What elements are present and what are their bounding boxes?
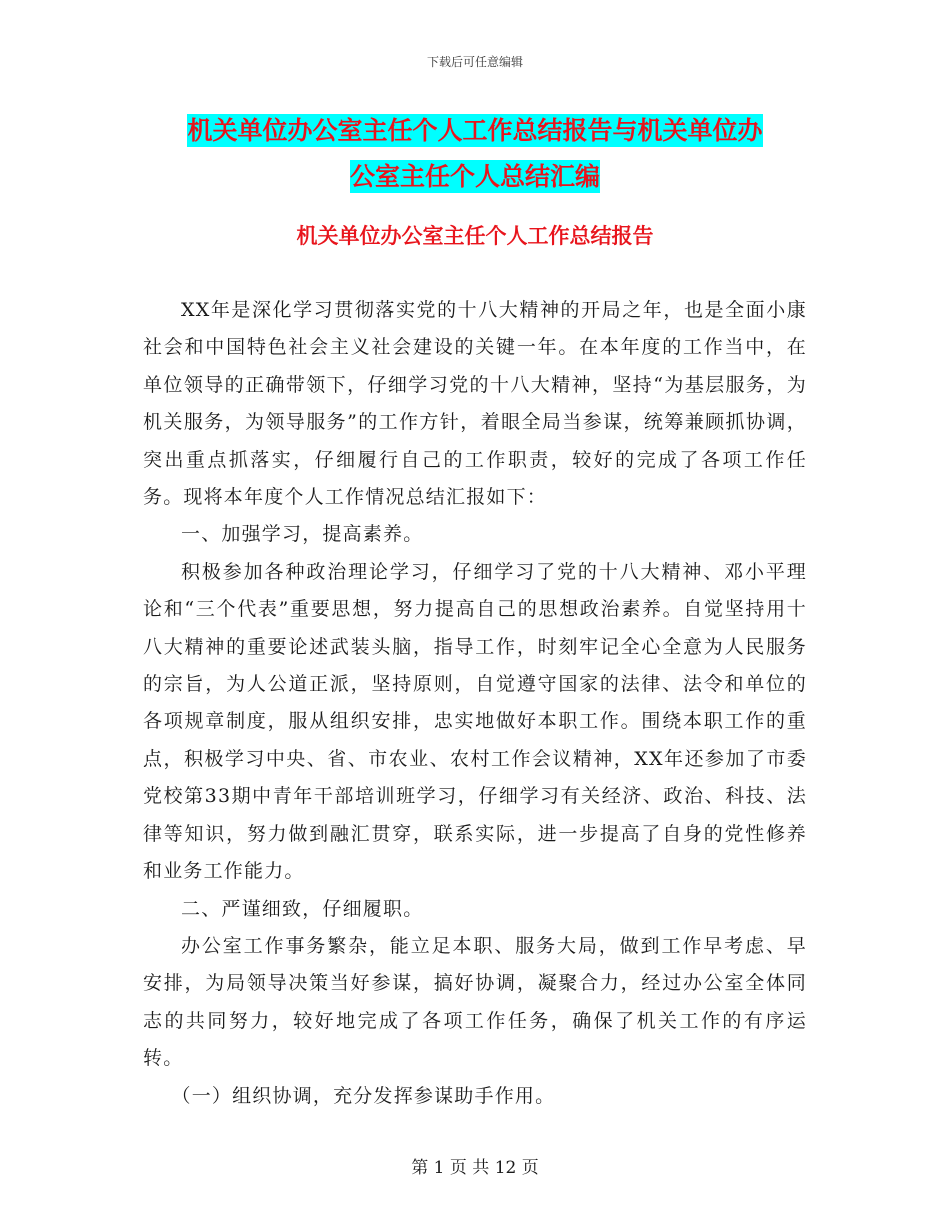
document-body xyxy=(143,292,807,1115)
paragraph: XX年是深化学习贯彻落实党的十八大精神的开局之年，也是全面小康社会和中国特色社会主义社会建设的关键一年。在本年度的工作当中，在单位领导的正确带领下，仔细学习党的十八大精神，坚持“为基层服务，为机关服务，为领导服务”的工作方针，着眼全局当参谋，统筹兼顾抓协调，突出重点抓落实，仔细履行自己的工作职责，较好的完成了各项工作任务。现将本年度个人工作情况总结汇报如下： xyxy=(143,299,807,509)
heading-paragraph: 一、加强学习，提高素养。 xyxy=(181,523,424,546)
page-footer: 第 1 页 共 12 页 xyxy=(411,1158,539,1178)
section-title: 机关单位办公室主任个人工作总结报告 xyxy=(296,224,654,248)
paragraph: 积极参加各种政治理论学习，仔细学习了党的十八大精神、邓小平理论和“三个代表”重要思想，努力提高自己的思想政治素养。自觉坚持用十八大精神的重要论述武装头脑，指导工作，时刻牢记全心全意为人民服务的宗旨，为人公道正派，坚持原则，自觉遵守国家的法律、法令和单位的各项规章制度，服从组织安排，忠实地做好本职工作。围绕本职工作的重点，积极学习中央、省、市农业、农村工作会议精神，XX年还参加了市委党校第33期中青年干部培训班学习，仔细学习有关经济、政治、科技、法律等知识，努力做到融汇贯穿，联系实际，进一步提高了自身的党性修养和业务工作能力。 xyxy=(143,560,807,883)
document-title-line1: 机关单位办公室主任个人工作总结报告与机关单位办 xyxy=(187,116,763,145)
heading-paragraph: 二、严谨细致，仔细履职。 xyxy=(181,897,424,920)
subheading-paragraph: （一）组织协调，充分发挥参谋助手作用。 xyxy=(171,1084,556,1107)
header-note: 下载后可任意编辑 xyxy=(426,55,523,69)
document-title xyxy=(130,108,820,200)
document-title-line2: 公室主任个人总结汇编 xyxy=(349,162,600,191)
paragraph: 办公室工作事务繁杂，能立足本职、服务大局，做到工作早考虑、早安排，为局领导决策当好参谋，搞好协调，凝聚合力，经过办公室全体同志的共同努力，较好地完成了各项工作任务，确保了机关工作的有序运转。 xyxy=(143,934,807,1070)
